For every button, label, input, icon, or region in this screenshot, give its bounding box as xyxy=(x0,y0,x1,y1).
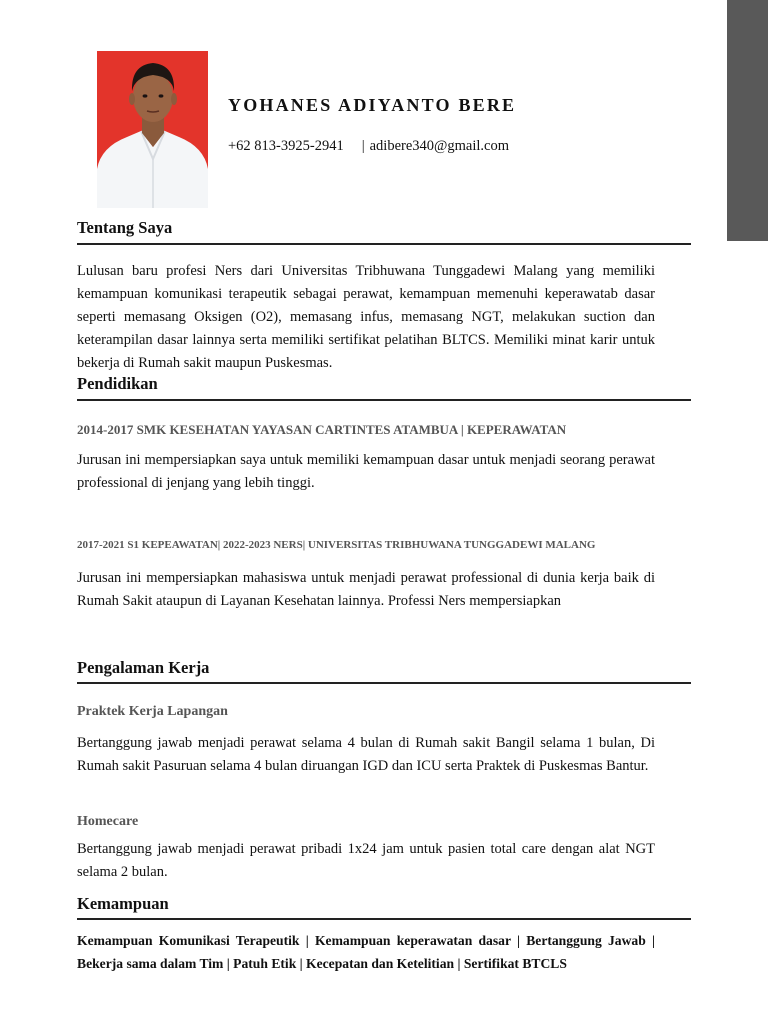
education-entry-1-heading: 2014-2017 SMK KESEHATAN YAYASAN CARTINTES ATAMBUA | KEPERAWATAN xyxy=(77,422,567,437)
experience-entry-1-heading: Praktek Kerja Lapangan xyxy=(77,704,228,719)
skills-title: Kemampuan xyxy=(77,894,169,913)
experience-entry-2-text: Bertanggung jawab menjadi perawat pribadi 1x24 jam untuk pasien total care dengan alat NGT selama 2 bulan. xyxy=(77,841,655,880)
skills-text: Kemampuan Komunikasi Terapeutik | Kemampuan keperawatan dasar | Bertanggung Jawab | Bekerja sama dalam Tim | Patuh Etik | Kecepatan dan Ketelitian | Sertifikat BTCLS xyxy=(77,933,655,971)
person-photo-icon xyxy=(97,51,208,208)
education-divider xyxy=(77,399,691,401)
education-title: Pendidikan xyxy=(77,374,158,393)
about-title: Tentang Saya xyxy=(77,218,173,237)
contact-line xyxy=(228,138,509,155)
profile-photo xyxy=(97,51,208,208)
education-entry-2-heading: 2017-2021 S1 KEPEAWATAN| 2022-2023 NERS| UNIVERSITAS TRIBHUWANA TUNGGADEWI MALANG xyxy=(77,539,596,551)
side-bar-decoration xyxy=(727,0,768,241)
experience-entry-1-text: Bertanggung jawab menjadi perawat selama 4 bulan di Rumah sakit Bangil selama 1 bulan, Di Rumah sakit Pasuruan selama 4 bulan diruangan IGD dan ICU serta Praktek di Puskesmas Bantur. xyxy=(77,735,655,774)
education-entry-2-text: Jurusan ini mempersiapkan mahasiswa untuk menjadi perawat professional di dunia kerja baik di Rumah Sakit ataupun di Layanan Kesehatan lainnya. Professi Ners mempersiapkan xyxy=(77,570,655,609)
experience-title: Pengalaman Kerja xyxy=(77,658,210,677)
about-divider xyxy=(77,243,691,245)
experience-divider xyxy=(77,682,691,684)
skills-divider xyxy=(77,918,691,920)
phone-number: +62 813-3925-2941 xyxy=(228,138,344,154)
about-text: Lulusan baru profesi Ners dari Universitas Tribhuwana Tunggadewi Malang yang memiliki kemampuan komunikasi terapeutik sebagai perawat, kemampuan memenuhi keperawatab dasar seperti memasang Oksigen (O2), memasang infus, memasang NGT, melakukan suction dan keterampilan dasar lainnya serta memiliki sertifikat pelatihan BLTCS. Memiliki minat karir untuk bekerja di Rumah sakit maupun Puskesmas. xyxy=(77,263,655,371)
experience-entry-2-heading: Homecare xyxy=(77,814,139,829)
education-entry-1-text: Jurusan ini mempersiapkan saya untuk memiliki kemampuan dasar untuk menjadi seorang perawat professional di jenjang yang lebih tinggi. xyxy=(77,452,655,491)
email-address[interactable]: adibere340@gmail.com xyxy=(369,138,510,154)
applicant-name: YOHANES ADIYANTO BERE xyxy=(228,95,517,115)
contact-separator: | xyxy=(361,138,365,154)
